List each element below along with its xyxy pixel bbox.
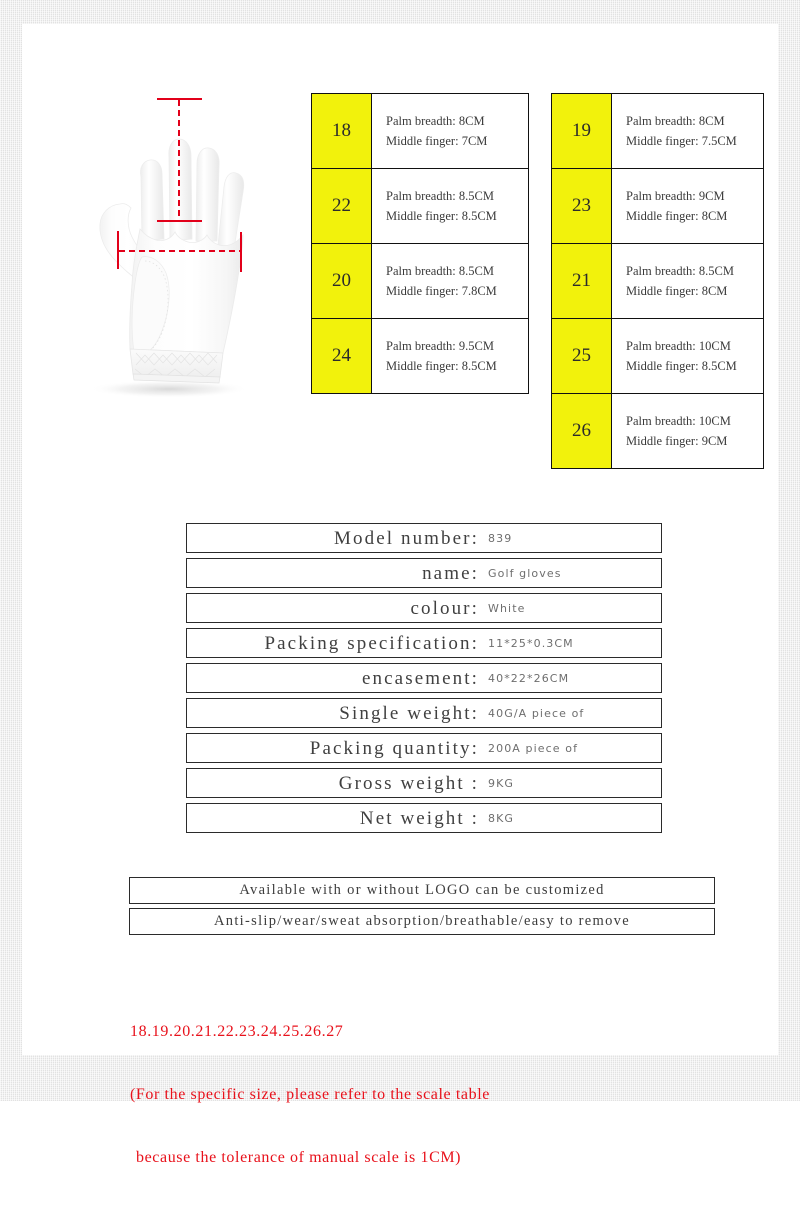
table-row (552, 169, 764, 244)
glove-finger-index (140, 160, 164, 241)
size-label: 26 (552, 394, 612, 469)
attribute-row-packing-quantity (186, 733, 662, 763)
middle-finger-line (626, 281, 763, 302)
palm-breadth-value: 8CM (698, 113, 725, 128)
table-row (312, 94, 529, 169)
size-table-left (311, 93, 529, 394)
size-label: 20 (312, 244, 372, 319)
middle-finger-key: Middle finger: (386, 134, 459, 148)
palm-breadth-value: 9CM (698, 188, 725, 203)
palm-breadth-key: Palm breadth: (626, 188, 696, 203)
attribute-value: White (488, 601, 526, 615)
palm-breadth-value: 8.5CM (458, 188, 494, 203)
attribute-label: Net weight : (359, 807, 479, 829)
middle-finger-key: Middle finger: (626, 359, 699, 373)
palm-breadth-line (386, 336, 528, 357)
attribute-label: colour: (410, 597, 479, 619)
middle-finger-value: 7.8CM (461, 284, 497, 298)
attribute-label: Model number: (334, 527, 479, 549)
feature-list (129, 877, 715, 939)
palm-breadth-line (386, 186, 528, 207)
table-row (312, 169, 529, 244)
attribute-value: 839 (488, 531, 513, 545)
middle-finger-key: Middle finger: (626, 209, 699, 223)
middle-finger-key: Middle finger: (626, 434, 699, 448)
middle-finger-value: 8.5CM (701, 359, 737, 373)
attribute-row-encasement (186, 663, 662, 693)
size-label: 25 (552, 319, 612, 394)
size-label: 18 (312, 94, 372, 169)
middle-finger-line (626, 431, 763, 452)
attribute-label: encasement: (362, 667, 479, 689)
note-line-2: (For the specific size, please refer to the scale table (130, 1086, 490, 1103)
palm-breadth-line (626, 111, 763, 132)
palm-breadth-key: Palm breadth: (626, 263, 696, 278)
size-tolerance-note (130, 979, 750, 1210)
glove-finger-little (218, 173, 244, 249)
feature-material-properties: Anti-slip/wear/sweat absorption/breathable/easy to remove (129, 908, 715, 935)
palm-breadth-key: Palm breadth: (386, 263, 456, 278)
attribute-row-net-weight (186, 803, 662, 833)
attribute-value: 11*25*0.3CM (488, 636, 574, 650)
middle-finger-value: 8.5CM (461, 209, 497, 223)
table-row (552, 319, 764, 394)
palm-breadth-line (626, 186, 763, 207)
attribute-value: 40*22*26CM (488, 671, 570, 685)
size-spec (372, 94, 529, 169)
size-label: 23 (552, 169, 612, 244)
attribute-row-model-number (186, 523, 662, 553)
size-spec (612, 244, 764, 319)
middle-finger-line (626, 206, 763, 227)
note-size-list: 18.19.20.21.22.23.24.25.26.27 (130, 1023, 344, 1040)
middle-finger-key: Middle finger: (626, 134, 699, 148)
palm-breadth-value: 8.5CM (458, 263, 494, 278)
middle-finger-value: 8CM (701, 209, 728, 223)
palm-breadth-key: Palm breadth: (386, 188, 456, 203)
size-spec (612, 94, 764, 169)
attribute-value: 9KG (488, 776, 515, 790)
attribute-value: 40G/A piece of (488, 706, 585, 720)
size-spec (372, 319, 529, 394)
middle-finger-line (386, 356, 528, 377)
attribute-row-single-weight (186, 698, 662, 728)
palm-breadth-key: Palm breadth: (386, 338, 456, 353)
size-table-left-body (312, 94, 529, 394)
palm-breadth-key: Palm breadth: (626, 338, 696, 353)
attribute-label: Single weight: (339, 702, 479, 724)
palm-breadth-key: Palm breadth: (626, 413, 696, 428)
palm-breadth-line (626, 336, 763, 357)
middle-finger-line (386, 131, 528, 152)
attribute-label: Gross weight : (338, 772, 479, 794)
palm-breadth-value: 8.5CM (698, 263, 734, 278)
middle-finger-line (626, 131, 763, 152)
palm-breadth-value: 9.5CM (458, 338, 494, 353)
palm-breadth-value: 8CM (458, 113, 485, 128)
palm-breadth-key: Palm breadth: (386, 113, 456, 128)
feature-logo-customization: Available with or without LOGO can be customized (129, 877, 715, 904)
palm-breadth-key: Palm breadth: (626, 113, 696, 128)
palm-breadth-line (626, 411, 763, 432)
table-row (552, 244, 764, 319)
size-label: 21 (552, 244, 612, 319)
attribute-label: Packing specification: (264, 632, 479, 654)
middle-finger-key: Middle finger: (386, 284, 459, 298)
middle-finger-value: 7CM (461, 134, 488, 148)
size-spec (372, 244, 529, 319)
middle-finger-key: Middle finger: (626, 284, 699, 298)
palm-breadth-line (386, 111, 528, 132)
size-spec (612, 169, 764, 244)
size-spec (372, 169, 529, 244)
middle-finger-line (386, 206, 528, 227)
product-attribute-list (186, 523, 662, 838)
middle-finger-key: Middle finger: (386, 359, 459, 373)
size-label: 19 (552, 94, 612, 169)
measure-middle-finger (157, 99, 202, 221)
palm-breadth-value: 10CM (698, 338, 731, 353)
size-spec (612, 394, 764, 469)
palm-breadth-line (626, 261, 763, 282)
attribute-row-colour (186, 593, 662, 623)
middle-finger-value: 9CM (701, 434, 728, 448)
table-row (552, 94, 764, 169)
size-table-right (551, 93, 764, 469)
palm-breadth-value: 10CM (698, 413, 731, 428)
glove-finger-ring (196, 148, 219, 241)
middle-finger-line (626, 356, 763, 377)
size-label: 24 (312, 319, 372, 394)
attribute-label: name: (422, 562, 479, 584)
attribute-value: 200A piece of (488, 741, 579, 755)
attribute-row-name (186, 558, 662, 588)
palm-breadth-line (386, 261, 528, 282)
middle-finger-value: 8CM (701, 284, 728, 298)
middle-finger-value: 8.5CM (461, 359, 497, 373)
middle-finger-value: 7.5CM (701, 134, 737, 148)
table-row (312, 319, 529, 394)
attribute-value: Golf gloves (488, 566, 562, 580)
table-row (312, 244, 529, 319)
size-spec (612, 319, 764, 394)
glove-shadow (89, 380, 249, 398)
attribute-value: 8KG (488, 811, 515, 825)
size-label: 22 (312, 169, 372, 244)
middle-finger-line (386, 281, 528, 302)
attribute-row-gross-weight (186, 768, 662, 798)
size-table-right-body (552, 94, 764, 469)
glove-product-image (57, 69, 287, 409)
glove-cuff (130, 349, 223, 377)
note-line-3: because the tolerance of manual scale is 1CM) (136, 1149, 462, 1166)
product-spec-sheet (22, 24, 778, 1166)
attribute-row-packing-specification (186, 628, 662, 658)
glove-finger-middle (169, 139, 192, 241)
middle-finger-key: Middle finger: (386, 209, 459, 223)
attribute-label: Packing quantity: (309, 737, 479, 759)
table-row (552, 394, 764, 469)
